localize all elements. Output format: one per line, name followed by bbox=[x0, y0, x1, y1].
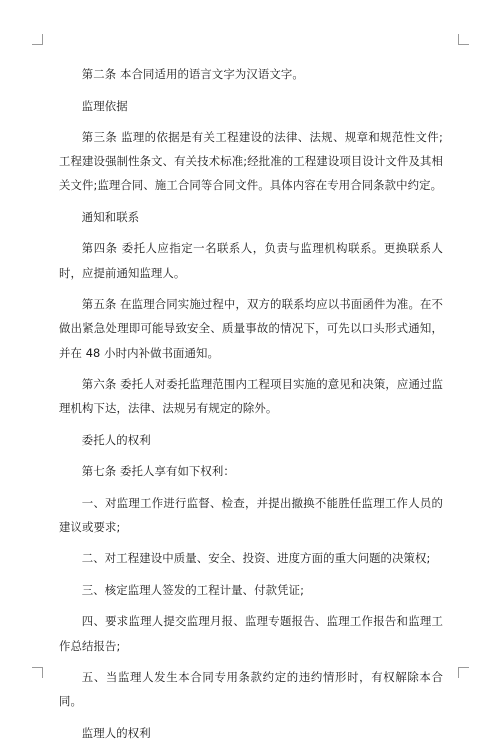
document-body bbox=[59, 62, 443, 752]
right-item-5: 五、当监理人发生本合同专用条款约定的违约情形时，有权解除本合同。 bbox=[59, 670, 443, 709]
article-6: 第六条 委托人对委托监理范围内工程项目实施的意见和决策，应通过监理机构下达，法律、法规另有规定的除外。 bbox=[59, 377, 443, 416]
heading-notice-and-contact: 通知和联系 bbox=[81, 209, 140, 224]
article-2: 第二条 本合同适用的语言文字为汉语文字。 bbox=[81, 67, 304, 81]
crop-mark-top-left bbox=[32, 34, 43, 45]
right-item-2: 二、对工程建设中质量、安全、投资、进度方面的重大问题的决策权; bbox=[81, 551, 431, 566]
article-3: 第三条 监理的依据是有关工程建设的法律、法规、规章和规范性文件;工程建设强制性条文、有关技术标准;经批准的工程建设项目设计文件及其相关文件;监理合同、施工合同等合同文件。具体内容在专用合同条款中约定。 bbox=[59, 130, 443, 193]
heading-supervisor-rights: 监理人的权利 bbox=[81, 725, 151, 740]
article-4: 第四条 委托人应指定一名联系人，负责与监理机构联系。更换联系人时，应提前通知监理人。 bbox=[59, 241, 443, 280]
crop-mark-bottom-left bbox=[32, 667, 43, 678]
right-item-4: 四、要求监理人提交监理月报、监理专题报告、监理工作报告和监理工作总结报告; bbox=[59, 614, 443, 653]
right-item-3: 三、核定监理人签发的工程计量、付款凭证; bbox=[81, 582, 305, 597]
heading-client-rights: 委托人的权利 bbox=[81, 432, 151, 447]
article-7: 第七条 委托人享有如下权利： bbox=[81, 464, 235, 479]
crop-mark-top-right bbox=[458, 34, 469, 45]
crop-mark-bottom-right bbox=[458, 667, 469, 678]
heading-supervision-basis: 监理依据 bbox=[81, 98, 128, 113]
article-5: 第五条 在监理合同实施过程中，双方的联系均应以书面函件为准。在不做出紧急处理即可能导致安全、质量事故的情况下，可先以口头形式通知，并在 48 小时内补做书面通知。 bbox=[59, 297, 443, 360]
right-item-1: 一、对监理工作进行监督、检查，并提出撤换不能胜任监理工作人员的建议或要求; bbox=[59, 495, 443, 534]
